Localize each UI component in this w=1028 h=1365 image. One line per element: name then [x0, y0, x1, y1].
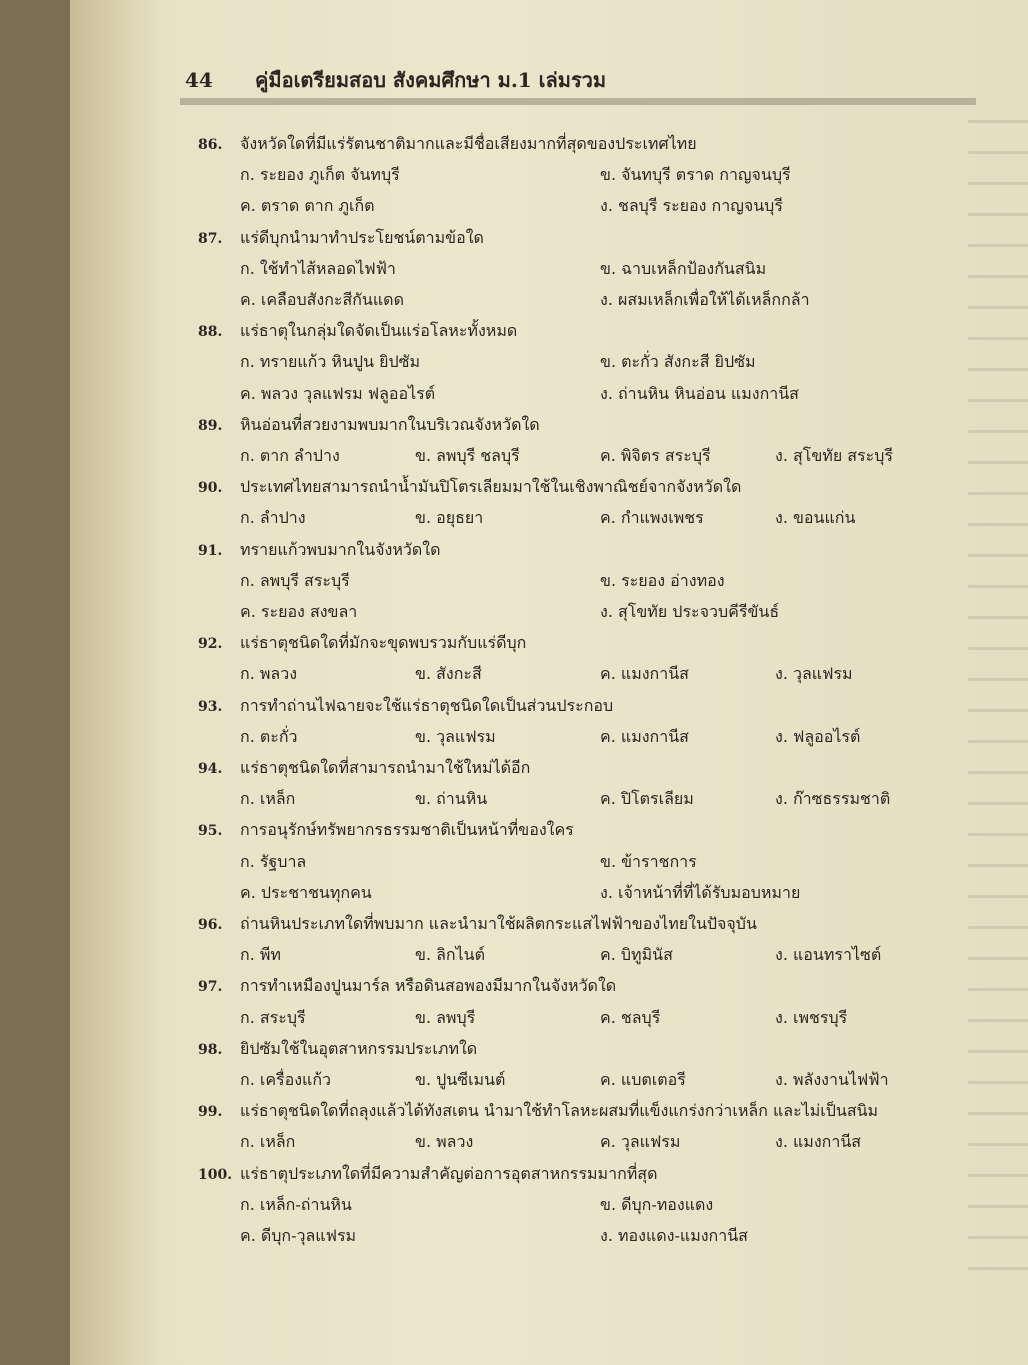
- answer-option: ก. ตาก ลำปาง: [240, 446, 340, 465]
- answer-option: ค. กำแพงเพชร: [600, 508, 704, 528]
- answer-option: ข. ปูนซีเมนต์: [415, 1070, 506, 1089]
- answer-option: ก. เหล็ก-ถ่านหิน: [240, 1194, 352, 1214]
- answer-option: ค. แบตเตอรี: [600, 1070, 686, 1089]
- question-text: แร่ธาตุชนิดใดที่สามารถนำมาใช้ใหม่ได้อีก: [240, 758, 531, 777]
- question-number: 94.: [198, 761, 223, 777]
- answer-option: ข. ดีบุก-ทองแดง: [600, 1194, 714, 1214]
- answer-option: ง. ขอนแก่น: [775, 508, 856, 528]
- answer-option: ง. แมงกานีส: [775, 1132, 862, 1152]
- answer-option: ก. ทรายแก้ว หินปูน ยิปซัม: [240, 352, 421, 372]
- answer-option: ง. เจ้าหน้าที่ที่ได้รับมอบหมาย: [600, 882, 801, 902]
- answer-option: ค. ตราด ตาก ภูเก็ต: [240, 196, 375, 216]
- answer-option: ข. ลิกไนต์: [415, 945, 485, 965]
- answer-option: ง. ชลบุรี ระยอง กาญจนบุรี: [600, 196, 783, 216]
- book-title: คู่มือเตรียมสอบ สังคมศึกษา ม.1 เล่มรวม: [255, 68, 607, 92]
- question-number: 87.: [198, 230, 223, 247]
- question-2: [198, 319, 517, 344]
- answer-option: ข. ลพบุรี: [415, 1007, 476, 1027]
- question-13: [198, 1099, 878, 1124]
- answer-option: ค. แมงกานีส: [600, 664, 689, 684]
- answer-option: ก. เหล็ก: [240, 789, 296, 809]
- question-text: ถ่านหินประเภทใดที่พบมาก และนำมาใช้ผลิตกระแสไฟฟ้าของไทยในปัจจุบัน: [240, 914, 757, 933]
- question-text: แร่ธาตุประเภทใดที่มีความสำคัญต่อการอุตสาหกรรมมากที่สุด: [240, 1163, 658, 1183]
- question-5: [198, 538, 440, 563]
- answer-option: ก. เหล็ก: [240, 1132, 296, 1152]
- answer-option: ข. ระยอง อ่างทอง: [600, 570, 725, 590]
- answer-option: ก. พลวง: [240, 664, 298, 684]
- question-0: [198, 132, 697, 157]
- answer-option: ก. พีท: [240, 945, 281, 965]
- answer-option: ง. วุลแฟรม: [775, 664, 853, 684]
- question-12: [198, 1037, 477, 1062]
- question-14: [198, 1162, 657, 1187]
- answer-option: ข. ตะกั่ว สังกะสี ยิปซัม: [600, 352, 756, 372]
- question-text: ยิปซัมใช้ในอุตสาหกรรมประเภทใด: [240, 1038, 478, 1058]
- question-9: [198, 818, 574, 843]
- question-text: หินอ่อนที่สวยงามพบมากในบริเวณจังหวัดใด: [240, 414, 540, 434]
- answer-option: ค. ชลบุรี: [600, 1007, 661, 1027]
- question-number: 90.: [198, 480, 223, 497]
- answer-option: ง. สุโขทัย ประจวบคีรีขันธ์: [600, 602, 780, 621]
- answer-option: ก. รัฐบาล: [240, 851, 307, 871]
- question-number: 100.: [198, 1166, 233, 1183]
- question-text: การอนุรักษ์ทรัพยากรธรรมชาติเป็นหน้าที่ของใคร: [240, 820, 574, 840]
- question-3: [198, 413, 540, 438]
- answer-option: ค. ระยอง สงขลา: [240, 602, 358, 621]
- question-number: 99.: [198, 1104, 223, 1121]
- answer-option: ข. สังกะสี: [415, 664, 482, 684]
- question-number: 88.: [198, 324, 223, 341]
- answer-option: ค. แมงกานีส: [600, 726, 689, 746]
- answer-option: ก. ระยอง ภูเก็ต จันทบุรี: [240, 165, 400, 185]
- answer-option: ก. ลพบุรี สระบุรี: [240, 570, 350, 590]
- answer-option: ค. เคลือบสังกะสีกันแดด: [240, 290, 404, 309]
- question-text: แร่ธาตุชนิดใดที่มักจะขุดพบรวมกับแร่ดีบุก: [240, 633, 527, 653]
- answer-option: ง. แอนทราไซต์: [775, 945, 882, 965]
- question-text: การทำเหมืองปูนมาร์ล หรือดินสอพองมีมากในจังหวัดใด: [240, 976, 617, 996]
- question-text: แร่ธาตุในกลุ่มใดจัดเป็นแร่อโลหะทั้งหมด: [240, 321, 518, 341]
- answer-option: ก. ใช้ทำไส้หลอดไฟฟ้า: [240, 258, 396, 278]
- question-number: 98.: [198, 1041, 223, 1058]
- answer-option: ข. จันทบุรี ตราด กาญจนบุรี: [600, 165, 791, 185]
- question-text: ทรายแก้วพบมากในจังหวัดใด: [240, 539, 441, 559]
- answer-option: ข. ฉาบเหล็กป้องกันสนิม: [600, 258, 767, 278]
- answer-option: ง. ถ่านหิน หินอ่อน แมงกานีส: [600, 383, 799, 403]
- question-1: [198, 226, 484, 251]
- question-number: 93.: [198, 698, 223, 715]
- answer-option: ก. สระบุรี: [240, 1007, 306, 1027]
- question-text: การทำถ่านไฟฉายจะใช้แร่ธาตุชนิดใดเป็นส่วนประกอบ: [240, 695, 614, 715]
- question-text: ประเทศไทยสามารถนำน้ำมันปิโตรเลียมมาใช้ในเชิงพาณิชย์จากจังหวัดใด: [240, 477, 742, 497]
- answer-option: ข. วุลแฟรม: [415, 726, 496, 746]
- answer-option: ง. ฟลูออไรต์: [775, 726, 861, 746]
- page-number: 44: [185, 68, 213, 92]
- answer-option: ง. พลังงานไฟฟ้า: [775, 1070, 889, 1089]
- question-number: 96.: [198, 917, 223, 933]
- question-number: 97.: [198, 979, 223, 996]
- answer-option: ค. ดีบุก-วุลแฟรม: [240, 1226, 357, 1245]
- question-6: [198, 631, 526, 656]
- question-text: แร่ธาตุชนิดใดที่ถลุงแล้วได้ทังสเตน นำมาใช้ทำโลหะผสมที่แข็งแกร่งกว่าเหล็ก และไม่เป็นสนิม: [240, 1101, 879, 1121]
- answer-option: ง. ผสมเหล็กเพื่อให้ได้เหล็กกล้า: [600, 290, 810, 309]
- answer-option: ค. พลวง วุลแฟรม ฟลูออไรต์: [240, 383, 436, 403]
- question-8: [198, 756, 530, 781]
- answer-option: ข. อยุธยา: [415, 508, 484, 528]
- answer-option: ง. สุโขทัย สระบุรี: [775, 446, 893, 465]
- question-number: 91.: [198, 542, 223, 559]
- question-text: จังหวัดใดที่มีแร่รัตนชาติมากและมีชื่อเสียงมากที่สุดของประเทศไทย: [240, 134, 697, 153]
- question-10: [198, 912, 757, 937]
- question-number: 89.: [198, 417, 223, 434]
- question-4: [198, 475, 741, 500]
- book-page: [70, 0, 1028, 1365]
- answer-option: ก. เครื่องแก้ว: [240, 1070, 332, 1089]
- question-number: 86.: [198, 137, 223, 153]
- answer-option: ข. พลวง: [415, 1132, 474, 1152]
- answer-option: ก. ตะกั่ว: [240, 726, 298, 746]
- answer-option: ค. ประชาชนทุกคน: [240, 882, 372, 902]
- answer-option: ก. ลำปาง: [240, 508, 306, 528]
- question-7: [198, 694, 613, 719]
- answer-option: ค. พิจิตร สระบุรี: [600, 446, 711, 465]
- answer-option: ค. วุลแฟรม: [600, 1132, 681, 1152]
- question-number: 92.: [198, 636, 223, 653]
- bleed-through-text: [968, 120, 1028, 1270]
- answer-option: ข. ถ่านหิน: [415, 789, 488, 809]
- page-header: [185, 64, 606, 96]
- page-edge-shadow: [70, 0, 165, 1365]
- question-11: [198, 974, 616, 999]
- answer-option: ง. ทองแดง-แมงกานีส: [600, 1226, 748, 1245]
- answer-option: ข. ลพบุรี ชลบุรี: [415, 446, 520, 465]
- question-text: แร่ดีบุกนำมาทำประโยชน์ตามข้อใด: [240, 227, 484, 247]
- answer-option: ค. บิทูมินัส: [600, 945, 673, 965]
- answer-option: ง. ก๊าซธรรมชาติ: [775, 789, 891, 809]
- answer-option: ง. เพชรบุรี: [775, 1007, 848, 1027]
- answer-option: ค. ปิโตรเลียม: [600, 789, 694, 809]
- header-rule: [180, 98, 976, 105]
- answer-option: ข. ข้าราชการ: [600, 851, 697, 871]
- question-number: 95.: [198, 823, 223, 840]
